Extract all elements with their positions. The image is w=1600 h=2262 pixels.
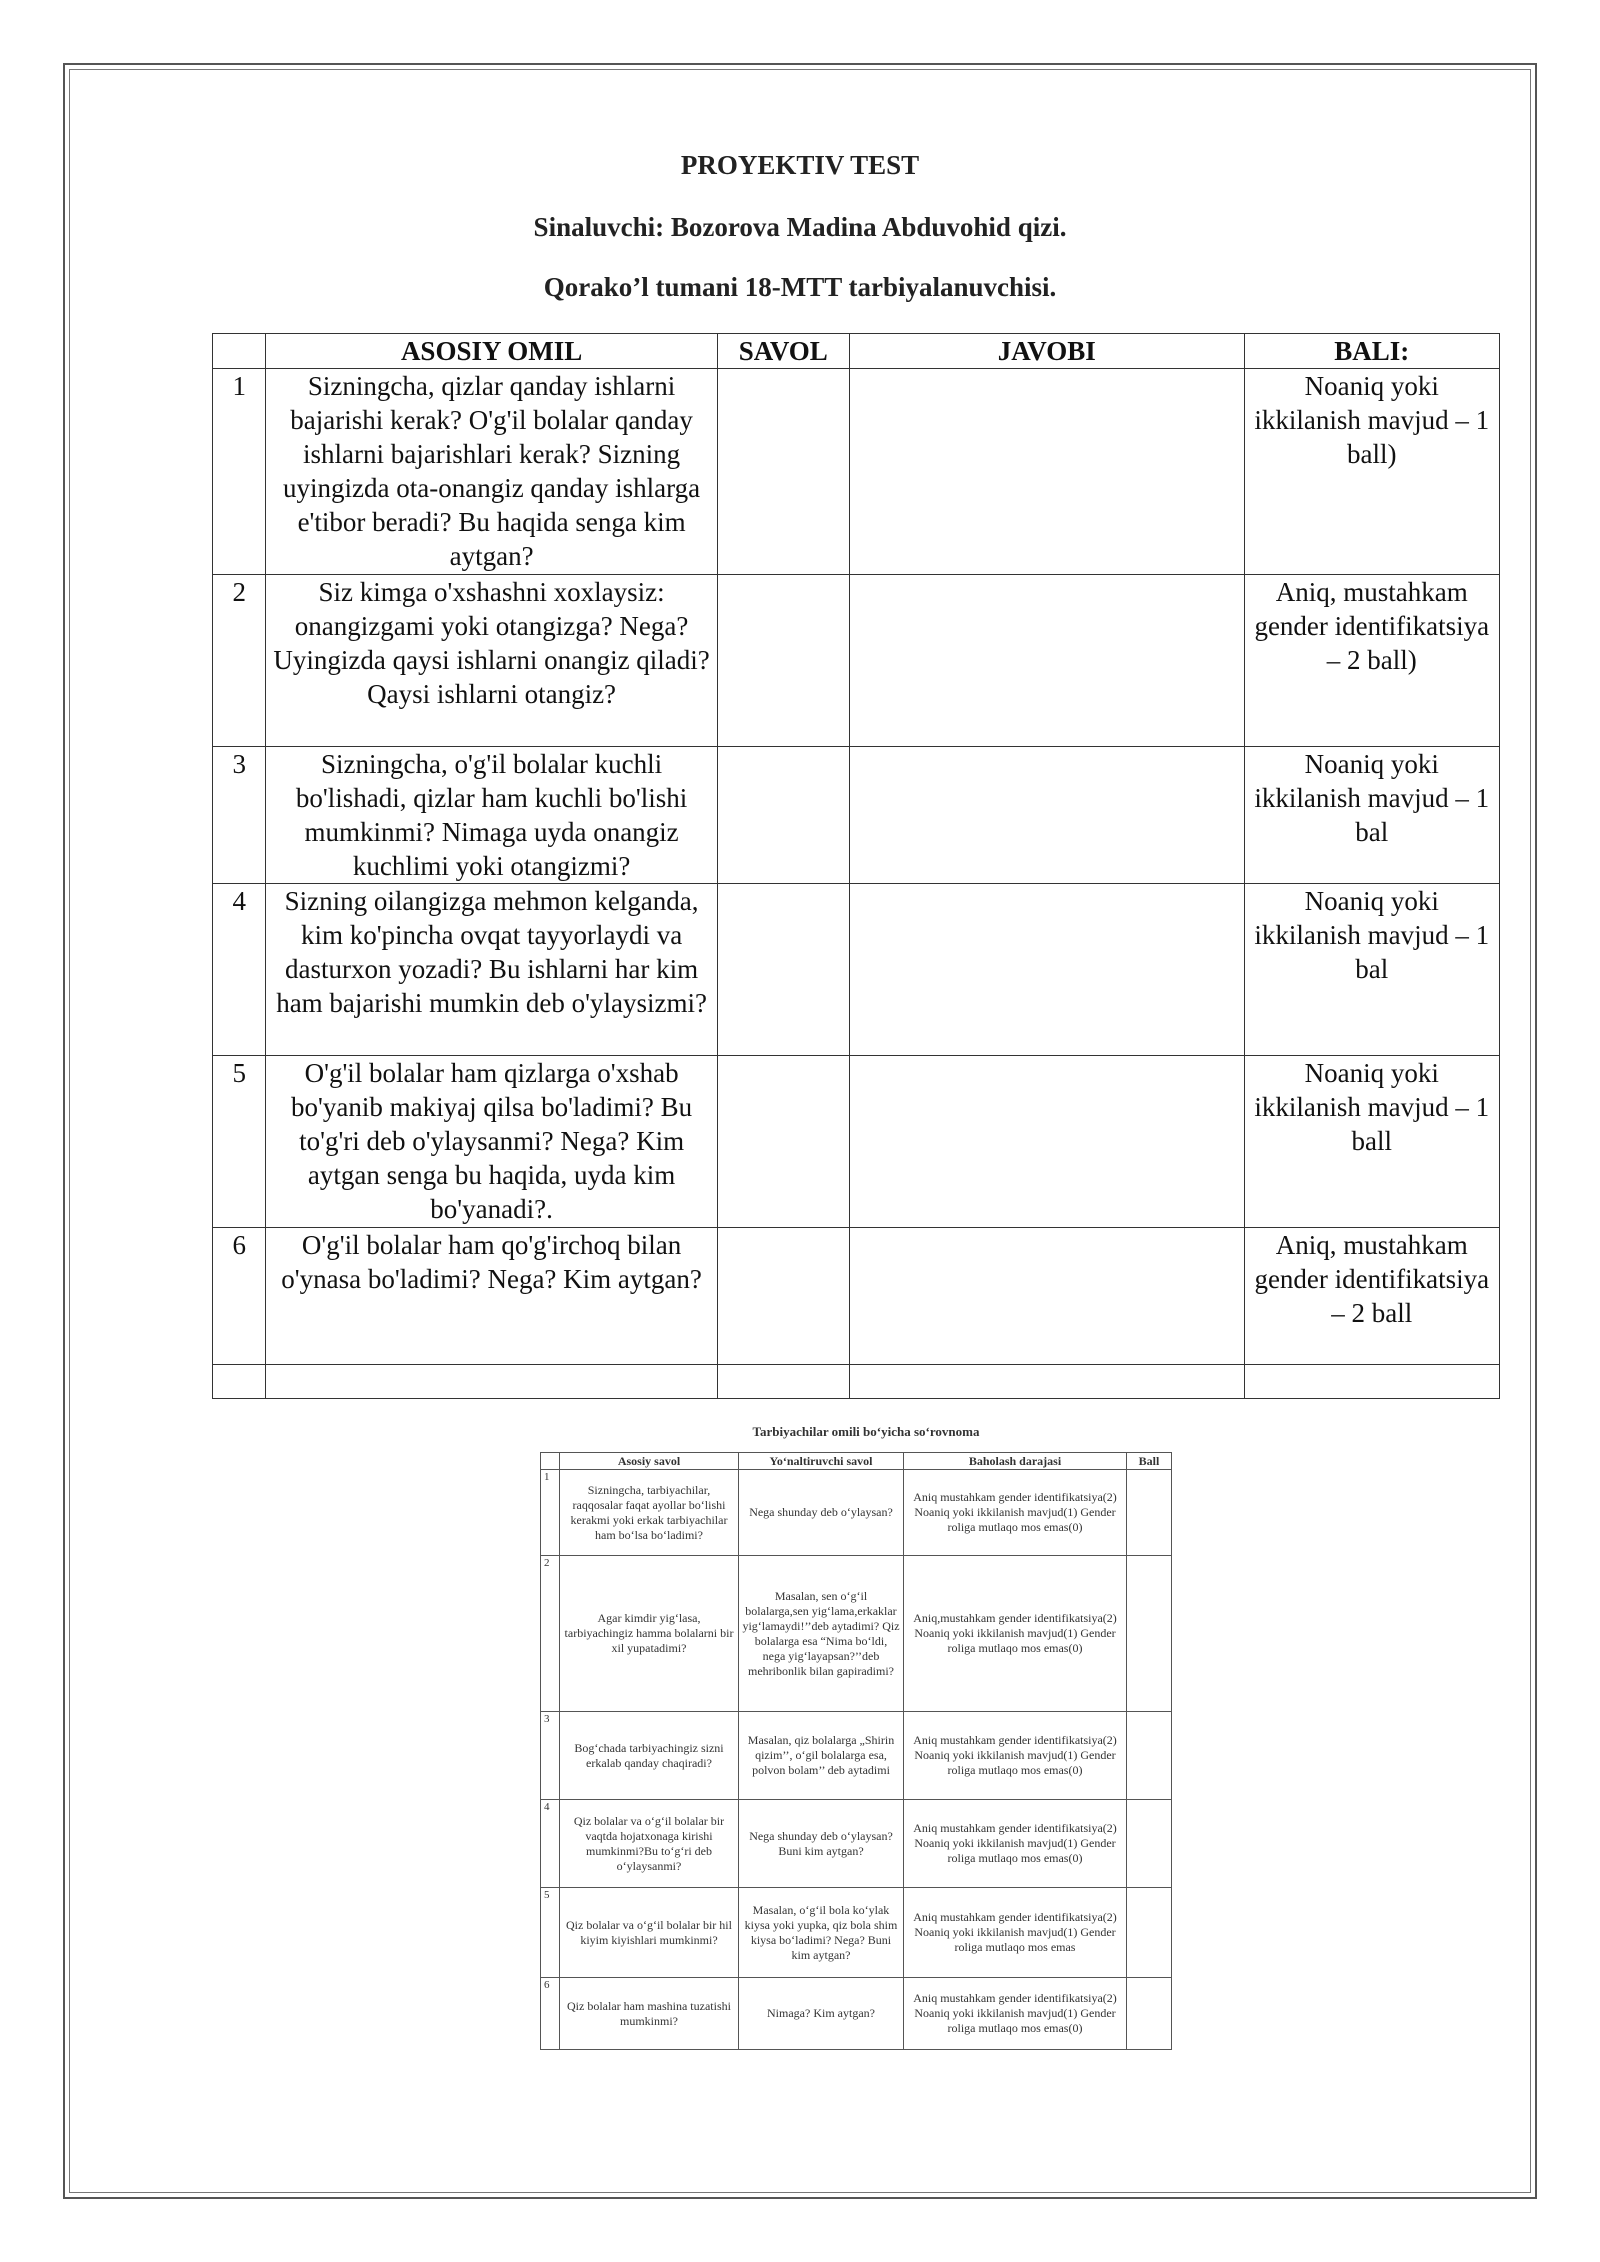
row-savol [717, 884, 849, 1056]
row-omil: Sizningcha, o'g'il bolalar kuchli bo'lishadi, qizlar ham kuchli bo'lishi mumkinmi? Nimaga uyda onangiz kuchlimi yoki otangizmi? [266, 747, 717, 884]
document-title: PROYEKTIV TEST [680, 150, 920, 180]
scan-row-number: 4 [541, 1800, 560, 1888]
scan-row-yonaltiruvchi: Nega shunday deb o‘ylaysan? [739, 1470, 904, 1556]
scan-row-ball [1127, 1712, 1172, 1800]
scan-row-number: 3 [541, 1712, 560, 1800]
row-javob [849, 747, 1244, 884]
table-row [213, 1056, 1500, 1228]
row-bali: Aniq, mustahkam gender identifikatsiya – 2 ball [1244, 1228, 1499, 1365]
scanned-questionnaire-title: Tarbiyachilar omili bo‘yicha so‘rovnoma [752, 1424, 980, 1439]
row-savol [717, 575, 849, 747]
scan-column-header-ball: Ball [1127, 1453, 1172, 1470]
column-header-num [213, 334, 266, 369]
column-header-javob: JAVOBI [849, 334, 1244, 369]
scan-row-yonaltiruvchi: Nega shunday deb o‘ylaysan? Buni kim aytgan? [739, 1800, 904, 1888]
scan-row [541, 1470, 1172, 1556]
row-bali: Noaniq yoki ikkilanish mavjud – 1 bal [1244, 747, 1499, 884]
scan-column-header-num [541, 1453, 560, 1470]
scan-row-yonaltiruvchi: Masalan, sen o‘g‘il bolalarga,sen yig‘lama,erkaklar yig‘lamaydi!’’deb aytadimi? Qiz bolalarga esa “Nima bo‘ldi, nega yig‘layapsan?’’deb mehribonlik bilan gapiradimi? [739, 1556, 904, 1712]
scan-row-number: 5 [541, 1888, 560, 1978]
row-omil: Sizning oilangizga mehmon kelganda, kim ko'pincha ovqat tayyorlaydi va dasturxon yozadi? Bu ishlarni har kim ham bajarishi mumkin deb o'ylaysizmi? [266, 884, 717, 1056]
table-row [213, 1228, 1500, 1365]
row-javob [849, 575, 1244, 747]
row-savol [717, 747, 849, 884]
column-header-omil: ASOSIY OMIL [266, 334, 717, 369]
scan-row-baholash: Aniq mustahkam gender identifikatsiya(2) Noaniq yoki ikkilanish mavjud(1) Gender roliga mutlaqo mos emas(0) [904, 1712, 1127, 1800]
table-row [213, 575, 1500, 747]
column-header-bali: BALI: [1244, 334, 1499, 369]
scan-row [541, 1978, 1172, 2050]
row-number: 6 [213, 1228, 266, 1365]
row-omil: Siz kimga o'xshashni xoxlaysiz: onangizgami yoki otangizga? Nega? Uyingizda qaysi ishlarni onangiz qiladi? Qaysi ishlarni otangiz? [266, 575, 717, 747]
table-row-empty [213, 1365, 1500, 1399]
row-savol [717, 1228, 849, 1365]
row-number [213, 1365, 266, 1399]
row-bali: Aniq, mustahkam gender identifikatsiya – 2 ball) [1244, 575, 1499, 747]
column-header-savol: SAVOL [717, 334, 849, 369]
row-javob [849, 1228, 1244, 1365]
scan-row-number: 6 [541, 1978, 560, 2050]
row-bali [1244, 1365, 1499, 1399]
institution-line: Qorako’l tumani 18-MTT tarbiyalanuvchisi. [543, 272, 1057, 302]
row-omil [266, 1365, 717, 1399]
row-bali: Noaniq yoki ikkilanish mavjud – 1 ball) [1244, 369, 1499, 575]
scan-row [541, 1800, 1172, 1888]
scan-row-number: 2 [541, 1556, 560, 1712]
row-number: 4 [213, 884, 266, 1056]
scan-row-asosiy: Agar kimdir yig‘lasa, tarbiyachingiz hamma bolalarni bir xil yupatadimi? [560, 1556, 739, 1712]
row-number: 5 [213, 1056, 266, 1228]
scan-column-header-asosiy: Asosiy savol [560, 1453, 739, 1470]
row-javob [849, 884, 1244, 1056]
row-number: 2 [213, 575, 266, 747]
scan-column-header-baholash: Baholash darajasi [904, 1453, 1127, 1470]
scan-row-number: 1 [541, 1470, 560, 1556]
row-omil: Sizningcha, qizlar qanday ishlarni bajarishi kerak? O'g'il bolalar qanday ishlarni bajarishlari kerak? Sizning uyingizda ota-onangiz qanday ishlarga e'tibor beradi? Bu haqida senga kim aytgan? [266, 369, 717, 575]
scan-row-yonaltiruvchi: Nimaga? Kim aytgan? [739, 1978, 904, 2050]
row-savol [717, 1365, 849, 1399]
row-bali: Noaniq yoki ikkilanish mavjud – 1 bal [1244, 884, 1499, 1056]
scan-row-baholash: Aniq mustahkam gender identifikatsiya(2) Noaniq yoki ikkilanish mavjud(1) Gender roliga mutlaqo mos emas [904, 1888, 1127, 1978]
row-javob [849, 369, 1244, 575]
scan-row-ball [1127, 1800, 1172, 1888]
scan-row-baholash: Aniq,mustahkam gender identifikatsiya(2) Noaniq yoki ikkilanish mavjud(1) Gender roliga mutlaqo mos emas(0) [904, 1556, 1127, 1712]
scan-row [541, 1556, 1172, 1712]
scan-row-ball [1127, 1556, 1172, 1712]
scan-row-asosiy: Sizningcha, tarbiyachilar, raqqosalar faqat ayollar bo‘lishi kerakmi yoki erkak tarbiyachilar ham bo‘lsa bo‘ladimi? [560, 1470, 739, 1556]
scan-row-asosiy: Qiz bolalar ham mashina tuzatishi mumkinmi? [560, 1978, 739, 2050]
scan-header-row [541, 1453, 1172, 1470]
projective-test-table [212, 333, 1500, 1399]
scan-row-asosiy: Qiz bolalar va o‘g‘il bolalar bir hil kiyim kiyishlari mumkinmi? [560, 1888, 739, 1978]
row-javob [849, 1365, 1244, 1399]
subject-line: Sinaluvchi: Bozorova Madina Abduvohid qizi. [533, 212, 1067, 242]
row-omil: O'g'il bolalar ham qo'g'irchoq bilan o'ynasa bo'ladimi? Nega? Kim aytgan? [266, 1228, 717, 1365]
table-row [213, 747, 1500, 884]
scan-row-asosiy: Qiz bolalar va o‘g‘il bolalar bir vaqtda hojatxonaga kirishi mumkinmi?Bu to‘g‘ri deb o‘ylaysanmi? [560, 1800, 739, 1888]
scan-row-ball [1127, 1470, 1172, 1556]
row-number: 3 [213, 747, 266, 884]
row-omil: O'g'il bolalar ham qizlarga o'xshab bo'yanib makiyaj qilsa bo'ladimi? Bu to'g'ri deb o'ylaysanmi? Nega? Kim aytgan senga bu haqida, uyda kim bo'yanadi?. [266, 1056, 717, 1228]
scan-column-header-yonaltiruvchi: Yo‘naltiruvchi savol [739, 1453, 904, 1470]
scan-row-yonaltiruvchi: Masalan, qiz bolalarga „Shirin qizim’’, o‘gil bolalarga esa, polvon bolam’’ deb aytadimi [739, 1712, 904, 1800]
row-savol [717, 369, 849, 575]
table-row [213, 369, 1500, 575]
scanned-questionnaire [540, 1424, 1172, 2050]
scan-row-baholash: Aniq mustahkam gender identifikatsiya(2) Noaniq yoki ikkilanish mavjud(1) Gender roliga mutlaqo mos emas(0) [904, 1978, 1127, 2050]
scan-row-baholash: Aniq mustahkam gender identifikatsiya(2) Noaniq yoki ikkilanish mavjud(1) Gender roliga mutlaqo mos emas(0) [904, 1800, 1127, 1888]
scan-row [541, 1888, 1172, 1978]
scan-row-ball [1127, 1888, 1172, 1978]
row-javob [849, 1056, 1244, 1228]
scanned-questionnaire-table [540, 1452, 1172, 2050]
scan-row-asosiy: Bog‘chada tarbiyachingiz sizni erkalab qanday chaqiradi? [560, 1712, 739, 1800]
scan-row-yonaltiruvchi: Masalan, o‘g‘il bola ko‘ylak kiysa yoki yupka, qiz bola shim kiysa bo‘ladimi? Nega? Buni kim aytgan? [739, 1888, 904, 1978]
table-row [213, 884, 1500, 1056]
row-savol [717, 1056, 849, 1228]
row-bali: Noaniq yoki ikkilanish mavjud – 1 ball [1244, 1056, 1499, 1228]
row-number: 1 [213, 369, 266, 575]
scan-row [541, 1712, 1172, 1800]
scan-row-baholash: Aniq mustahkam gender identifikatsiya(2) Noaniq yoki ikkilanish mavjud(1) Gender roliga mutlaqo mos emas(0) [904, 1470, 1127, 1556]
scan-row-ball [1127, 1978, 1172, 2050]
table-header-row [213, 334, 1500, 369]
